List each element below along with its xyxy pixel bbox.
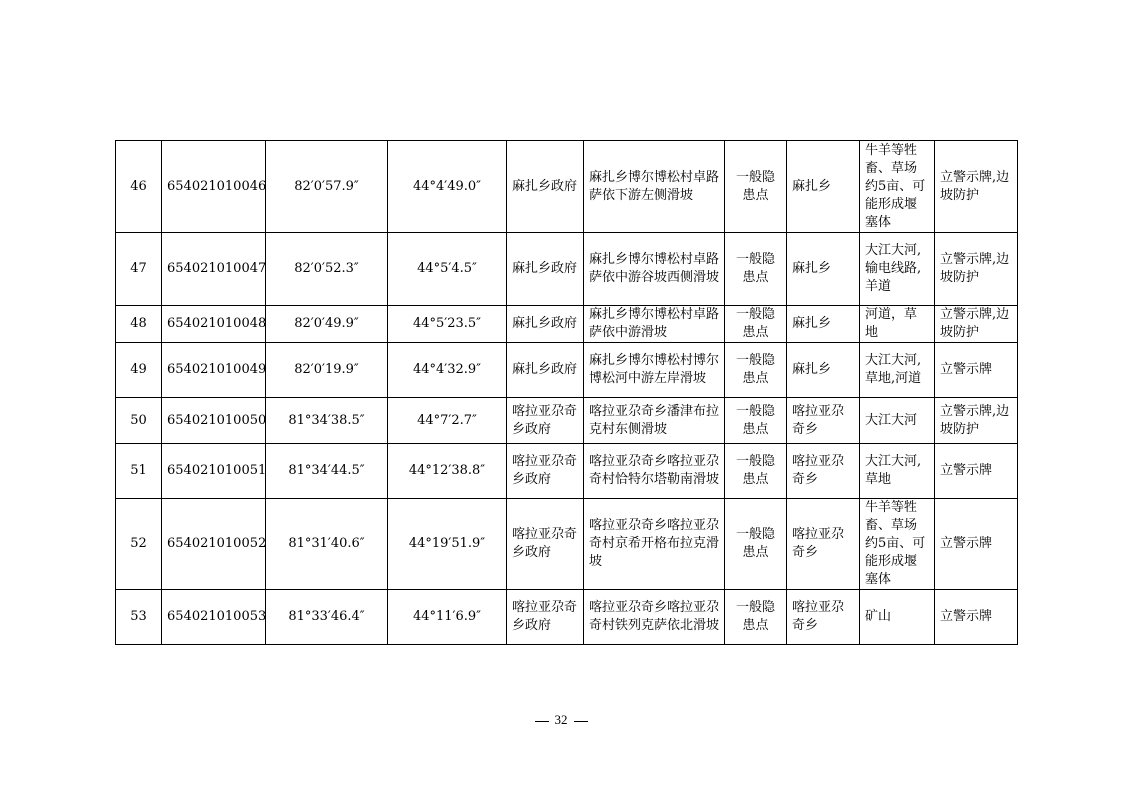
control-measures-cell: 立警示牌,边坡防护	[935, 306, 1018, 343]
row-number-cell: 53	[116, 590, 162, 645]
footer-dash-right	[574, 721, 588, 722]
longitude-cell: 82′0′19.9″	[266, 343, 388, 398]
threatened-objects-cell: 大江大河,输电线路,羊道	[860, 233, 935, 306]
hazard-level-cell: 一般隐患点	[725, 306, 787, 343]
hazard-name-cell: 喀拉亚尕奇乡喀拉亚尕奇村京希开格布拉克滑坡	[584, 499, 725, 590]
table-row	[116, 499, 1018, 590]
table-row	[116, 343, 1018, 398]
control-measures-cell: 立警示牌	[935, 343, 1018, 398]
table-row	[116, 590, 1018, 645]
threatened-objects-cell: 大江大河,草地	[860, 444, 935, 499]
responsible-unit-cell: 喀拉亚尕奇乡政府	[507, 590, 584, 645]
township-cell: 喀拉亚尕奇乡	[787, 398, 860, 444]
hazard-level-cell: 一般隐患点	[725, 141, 787, 233]
hazard-code-cell: 654021010050	[162, 398, 266, 444]
footer-dash-left	[535, 721, 549, 722]
hazard-code-cell: 654021010052	[162, 499, 266, 590]
township-cell: 麻扎乡	[787, 306, 860, 343]
latitude-cell: 44°19′51.9″	[388, 499, 507, 590]
table-row	[116, 306, 1018, 343]
control-measures-cell: 立警示牌,边坡防护	[935, 141, 1018, 233]
latitude-cell: 44°7′2.7″	[388, 398, 507, 444]
hazard-code-cell: 654021010053	[162, 590, 266, 645]
threatened-objects-cell: 牛羊等牲畜、草场约5亩、可能形成堰塞体	[860, 141, 935, 233]
row-number-cell: 49	[116, 343, 162, 398]
hazard-name-cell: 麻扎乡博尔博松村卓路萨依中游滑坡	[584, 306, 725, 343]
responsible-unit-cell: 麻扎乡政府	[507, 141, 584, 233]
hazard-code-cell: 654021010051	[162, 444, 266, 499]
hazard-level-cell: 一般隐患点	[725, 590, 787, 645]
threatened-objects-cell: 河道，草地	[860, 306, 935, 343]
latitude-cell: 44°4′32.9″	[388, 343, 507, 398]
responsible-unit-cell: 喀拉亚尕奇乡政府	[507, 398, 584, 444]
longitude-cell: 82′0′52.3″	[266, 233, 388, 306]
table-row	[116, 444, 1018, 499]
township-cell: 喀拉亚尕奇乡	[787, 444, 860, 499]
hazard-level-cell: 一般隐患点	[725, 398, 787, 444]
hazard-name-cell: 喀拉亚尕奇乡喀拉亚尕奇村铁列克萨依北滑坡	[584, 590, 725, 645]
latitude-cell: 44°4′49.0″	[388, 141, 507, 233]
row-number-cell: 46	[116, 141, 162, 233]
table-row	[116, 398, 1018, 444]
township-cell: 喀拉亚尕奇乡	[787, 590, 860, 645]
page-number: 32	[554, 712, 568, 727]
hazard-name-cell: 麻扎乡博尔博松村卓路萨依中游谷坡西侧滑坡	[584, 233, 725, 306]
hazard-code-cell: 654021010049	[162, 343, 266, 398]
hazard-name-cell: 喀拉亚尕奇乡潘津布拉克村东侧滑坡	[584, 398, 725, 444]
responsible-unit-cell: 喀拉亚尕奇乡政府	[507, 499, 584, 590]
row-number-cell: 51	[116, 444, 162, 499]
longitude-cell: 81°33′46.4″	[266, 590, 388, 645]
hazard-level-cell: 一般隐患点	[725, 343, 787, 398]
threatened-objects-cell: 牛羊等牲畜、草场约5亩、可能形成堰塞体	[860, 499, 935, 590]
control-measures-cell: 立警示牌,边坡防护	[935, 233, 1018, 306]
hazard-level-cell: 一般隐患点	[725, 444, 787, 499]
page-number-footer	[0, 712, 1122, 728]
responsible-unit-cell: 喀拉亚尕奇乡政府	[507, 444, 584, 499]
row-number-cell: 52	[116, 499, 162, 590]
longitude-cell: 81°31′40.6″	[266, 499, 388, 590]
control-measures-cell: 立警示牌,边坡防护	[935, 398, 1018, 444]
hazard-table	[115, 140, 1018, 645]
hazard-level-cell: 一般隐患点	[725, 499, 787, 590]
hazard-name-cell: 麻扎乡博尔博松村卓路萨依下游左侧滑坡	[584, 141, 725, 233]
row-number-cell: 47	[116, 233, 162, 306]
row-number-cell: 48	[116, 306, 162, 343]
longitude-cell: 82′0′57.9″	[266, 141, 388, 233]
threatened-objects-cell: 矿山	[860, 590, 935, 645]
hazard-name-cell: 喀拉亚尕奇乡喀拉亚尕奇村恰特尔塔勒南滑坡	[584, 444, 725, 499]
longitude-cell: 81°34′38.5″	[266, 398, 388, 444]
latitude-cell: 44°12′38.8″	[388, 444, 507, 499]
hazard-level-cell: 一般隐患点	[725, 233, 787, 306]
township-cell: 麻扎乡	[787, 343, 860, 398]
hazard-code-cell: 654021010046	[162, 141, 266, 233]
hazard-code-cell: 654021010047	[162, 233, 266, 306]
threatened-objects-cell: 大江大河,草地,河道	[860, 343, 935, 398]
row-number-cell: 50	[116, 398, 162, 444]
responsible-unit-cell: 麻扎乡政府	[507, 306, 584, 343]
township-cell: 麻扎乡	[787, 141, 860, 233]
control-measures-cell: 立警示牌	[935, 444, 1018, 499]
latitude-cell: 44°5′23.5″	[388, 306, 507, 343]
longitude-cell: 81°34′44.5″	[266, 444, 388, 499]
control-measures-cell: 立警示牌	[935, 499, 1018, 590]
threatened-objects-cell: 大江大河	[860, 398, 935, 444]
table-row	[116, 233, 1018, 306]
latitude-cell: 44°11′6.9″	[388, 590, 507, 645]
control-measures-cell: 立警示牌	[935, 590, 1018, 645]
township-cell: 麻扎乡	[787, 233, 860, 306]
latitude-cell: 44°5′4.5″	[388, 233, 507, 306]
table-row	[116, 141, 1018, 233]
hazard-name-cell: 麻扎乡博尔博松村博尔博松河中游左岸滑坡	[584, 343, 725, 398]
township-cell: 喀拉亚尕奇乡	[787, 499, 860, 590]
longitude-cell: 82′0′49.9″	[266, 306, 388, 343]
hazard-code-cell: 654021010048	[162, 306, 266, 343]
responsible-unit-cell: 麻扎乡政府	[507, 343, 584, 398]
responsible-unit-cell: 麻扎乡政府	[507, 233, 584, 306]
